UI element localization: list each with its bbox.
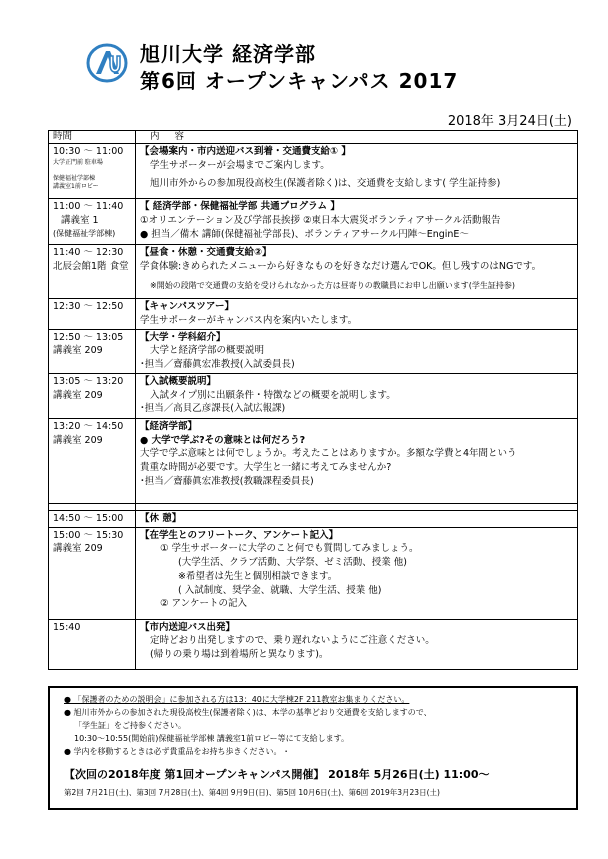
row-text: 大学と経済学部の概要説明 — [150, 345, 265, 357]
location: 講義室 209 — [53, 434, 103, 446]
row-text: (帰りの乗り場は到着場所と異なります)。 — [150, 649, 329, 661]
row-text: 旭川市外からの参加現役高校生(保護者除く)は、交通費を支給します( 学生証持参) — [150, 177, 501, 189]
time-range: 15:40 — [53, 621, 81, 633]
table-header-row — [49, 131, 578, 144]
table-row — [49, 144, 578, 199]
content-cell — [136, 299, 578, 330]
table-row — [49, 373, 578, 418]
event-date: 2018年 3月24日(土) — [447, 114, 572, 129]
row-title: 【会場案内・市内送迎バス到着・交通費支給① 】 — [140, 146, 351, 157]
table-row — [49, 245, 578, 299]
row-text: ( 入試制度、奨学金、就職、大学生活、授業 他) — [178, 584, 382, 596]
row-title: 【経済学部】 — [140, 420, 198, 432]
content-cell — [136, 245, 578, 299]
table-row — [49, 299, 578, 330]
time-range: 11:00 ～ 11:40 — [53, 201, 124, 212]
time-cell — [49, 418, 136, 503]
time-range: 12:30 ～ 12:50 — [53, 301, 124, 312]
table-row — [49, 329, 578, 373]
row-text: ･担当／齋藤眞宏准教授(入試委員長) — [140, 359, 295, 371]
location: 大学正門前 駐車場 — [53, 158, 103, 166]
next-open-campus: 【次回の2018年度 第1回オープンキャンパス開催】 2018年 5月26日(土) 11:00～ — [64, 768, 490, 781]
row-title: 【大学・学科紹介】 — [140, 331, 226, 343]
time-cell — [49, 329, 136, 373]
university-logo — [86, 42, 128, 84]
future-dates: 第2回 7月21日(土)、第3回 7月28日(土)、第4回 9月9日(日)、第5回 10月6日(土)、第6回 2019年3月23日(土) — [64, 788, 440, 797]
time-range: 13:05 ～ 13:20 — [53, 375, 124, 387]
content-cell — [136, 418, 578, 503]
content-cell — [136, 510, 578, 527]
time-range: 10:30 ～ 11:00 — [53, 146, 124, 157]
time-cell — [49, 199, 136, 245]
row-text: 学食体験:きめられたメニューから好きなものを好きなだけ選んでOK。但し残すのはNGです。 — [140, 260, 542, 272]
time-range: 12:50 ～ 13:05 — [53, 331, 124, 343]
content-cell — [136, 527, 578, 619]
notice-item: 「学生証」をご持参ください。 — [74, 721, 186, 730]
page-title-university: 旭川大学 経済学部 — [140, 42, 316, 66]
time-cell — [49, 373, 136, 418]
notice-box — [48, 686, 578, 810]
row-text: 学生サポーターがキャンパス内を案内いたします。 — [140, 314, 358, 326]
row-title: 【入試概要説明】 — [140, 375, 217, 387]
table-row — [49, 510, 578, 527]
table-row — [49, 199, 578, 245]
row-text: ･担当／齋藤眞宏准教授(教職課程委員長) — [140, 475, 314, 487]
row-text: ② アンケートの記入 — [160, 598, 247, 610]
time-range: 15:00 ～ 15:30 — [53, 529, 124, 541]
row-text: 貴重な時間が必要です。大学生と一緒に考えてみませんか? — [140, 462, 392, 474]
time-cell — [49, 510, 136, 527]
row-text: ● 大学で学ぶ?その意味とは何だろう? — [140, 434, 306, 446]
location: 保健福祉学部棟 — [53, 174, 96, 182]
content-cell — [136, 144, 578, 199]
location: 講義室 209 — [53, 543, 103, 555]
content-cell — [136, 329, 578, 373]
time-cell — [49, 527, 136, 619]
table-row — [49, 418, 578, 503]
location: 講義室 209 — [53, 389, 103, 401]
row-text: ①オリエンテーション及び学部長挨拶 ②東日本大震災ボランティアサークル活動報告 — [140, 214, 501, 226]
row-text: (大学生活、クラブ活動、大学祭、ゼミ活動、授業 他) — [178, 557, 407, 569]
notice-item: ● 「保護者のための説明会」に参加される方は13：40に大学棟2F 211教室お集まりください。 — [64, 695, 410, 704]
content-cell — [136, 199, 578, 245]
time-cell — [49, 144, 136, 199]
table-row — [49, 527, 578, 619]
table-gap-row — [49, 503, 578, 510]
time-range: 14:50 ～ 15:00 — [53, 512, 124, 524]
schedule-table — [48, 130, 578, 670]
row-text: ● 担当／備木 講師(保健福祉学部長)、ボランティアサークル円陣～EnginE～ — [140, 228, 469, 240]
location: 講義室 209 — [53, 345, 103, 357]
time-cell — [49, 299, 136, 330]
location: 講義室1前ロビー — [53, 183, 99, 191]
time-cell — [49, 619, 136, 669]
location: 北辰会館1階 食堂 — [53, 260, 129, 272]
page-title-event: 第6回 オープンキャンパス 2017 — [140, 69, 459, 93]
row-title: 【昼食・休憩・交通費支給②】 — [140, 247, 272, 258]
row-text: ※希望者は先生と個別相談できます。 — [178, 570, 338, 582]
row-title: 【キャンパスツアー】 — [140, 301, 235, 312]
row-text: ※開始の段階で交通費の支給を受けられなかった方は昼寄りの教職員にお申し出願います(学生証持参) — [150, 280, 515, 290]
notice-item: ● 学内を移動するときは必ず貴重品をお持ち歩きください。 ･ — [64, 747, 289, 756]
row-text: 大学で学ぶ意味とは何でしょうか。考えたことはありますか。多額な学費と4年間という — [140, 448, 517, 460]
location: 講義室 1 — [61, 214, 99, 226]
time-range: 13:20 ～ 14:50 — [53, 420, 124, 432]
row-text: 学生サポーターが会場までご案内します。 — [150, 159, 330, 171]
row-title: 【在学生とのフリートーク、アンケート記入】 — [140, 529, 339, 541]
content-cell — [136, 373, 578, 418]
time-range: 11:40 ～ 12:30 — [53, 247, 124, 258]
content-cell — [136, 619, 578, 669]
header-time: 時間 — [49, 131, 136, 144]
notice-item: 10:30～10:55(開始前)保健福祉学部棟 講義室1前ロビー等にて支給します。 — [74, 734, 350, 743]
header-content: 内 容 — [136, 131, 578, 144]
row-title: 【 経済学部・保健福祉学部 共通プログラム 】 — [140, 201, 340, 212]
row-text: ･担当／高貝乙彦課長(入試広報課) — [140, 403, 286, 415]
location: (保健福祉学部棟) — [53, 228, 116, 238]
row-text: ① 学生サポーターに大学のこと何でも質問してみましょう。 — [160, 543, 419, 555]
row-text: 定時どおり出発しますので、乗り遅れないようにご注意ください。 — [150, 635, 435, 647]
row-title: 【休 憩】 — [140, 512, 182, 524]
time-cell — [49, 245, 136, 299]
table-row — [49, 619, 578, 669]
row-text: 入試タイプ別に出願条件・特徴などの概要を説明します。 — [150, 389, 396, 401]
notice-item: ● 旭川市外からの参加された現役高校生(保護者除く)は、本学の基準どおり交通費を支給しますので、 — [64, 708, 432, 717]
row-title: 【市内送迎バス出発】 — [140, 621, 236, 633]
